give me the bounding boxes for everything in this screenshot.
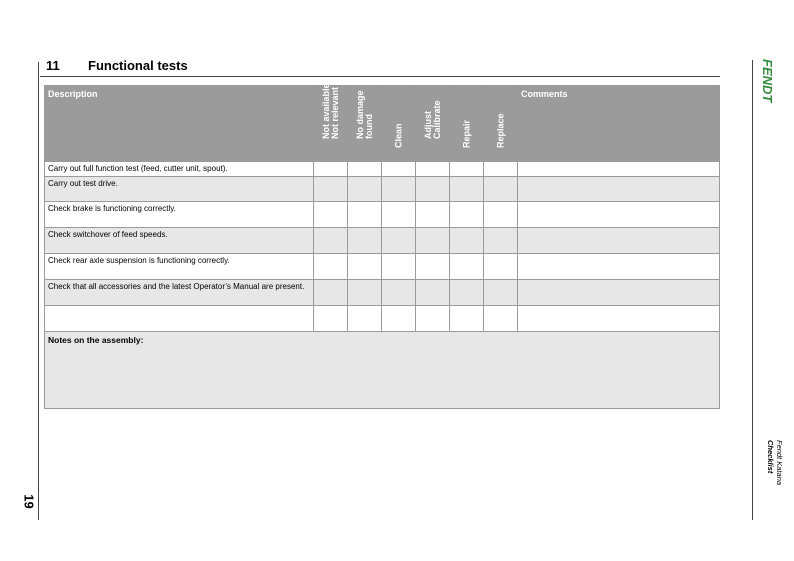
check-cell-no-damage[interactable] xyxy=(348,254,382,280)
header-repair xyxy=(450,86,484,162)
check-cell-replace[interactable] xyxy=(484,254,518,280)
page-number: 19 xyxy=(21,494,37,509)
check-cell-repair[interactable] xyxy=(450,280,484,306)
comment-cell[interactable] xyxy=(518,162,720,177)
comment-cell[interactable] xyxy=(518,177,720,202)
check-cell-clean[interactable] xyxy=(382,162,416,177)
check-cell-replace[interactable] xyxy=(484,228,518,254)
check-cell-replace[interactable] xyxy=(484,306,518,332)
comment-cell[interactable] xyxy=(518,254,720,280)
check-cell-repair[interactable] xyxy=(450,177,484,202)
check-cell-replace[interactable] xyxy=(484,177,518,202)
header-adjust xyxy=(416,86,450,162)
table-row xyxy=(45,228,720,254)
header-not-available-label: Not available Not relevant xyxy=(320,83,340,139)
check-cell-adjust[interactable] xyxy=(416,177,450,202)
header-clean xyxy=(382,86,416,162)
header-comments: Comments xyxy=(518,86,720,162)
table-row xyxy=(45,306,720,332)
check-cell-adjust[interactable] xyxy=(416,254,450,280)
check-cell-adjust[interactable] xyxy=(416,162,450,177)
row-description: Check that all accessories and the latest Operator’s Manual are present. xyxy=(45,280,314,306)
check-cell-not-available[interactable] xyxy=(314,280,348,306)
check-cell-not-available[interactable] xyxy=(314,202,348,228)
header-adjust-label: Adjust Calibrate xyxy=(422,100,442,139)
check-cell-not-available[interactable] xyxy=(314,162,348,177)
check-cell-replace[interactable] xyxy=(484,162,518,177)
check-cell-not-available[interactable] xyxy=(314,177,348,202)
row-description: Check switchover of feed speeds. xyxy=(45,228,314,254)
table-row xyxy=(45,202,720,228)
table-row xyxy=(45,177,720,202)
section-title: Functional tests xyxy=(88,58,188,73)
notes-label[interactable]: Notes on the assembly: xyxy=(45,332,720,409)
row-description: Check rear axle suspension is functioning correctly. xyxy=(45,254,314,280)
right-margin-rule xyxy=(752,60,753,520)
left-margin-rule xyxy=(38,62,39,520)
check-cell-repair[interactable] xyxy=(450,228,484,254)
check-cell-repair[interactable] xyxy=(450,162,484,177)
section-number: 11 xyxy=(46,58,60,73)
header-no-damage xyxy=(348,86,382,162)
row-description: Carry out full function test (feed, cutter unit, spout). xyxy=(45,162,314,177)
check-cell-clean[interactable] xyxy=(382,202,416,228)
header-not-available xyxy=(314,83,348,162)
check-cell-adjust[interactable] xyxy=(416,280,450,306)
check-cell-not-available[interactable] xyxy=(314,254,348,280)
title-underline xyxy=(40,76,720,77)
check-cell-clean[interactable] xyxy=(382,280,416,306)
header-clean-label: Clean xyxy=(393,123,403,148)
comment-cell[interactable] xyxy=(518,280,720,306)
check-cell-repair[interactable] xyxy=(450,254,484,280)
check-cell-not-available[interactable] xyxy=(314,228,348,254)
row-description: Check brake is functioning correctly. xyxy=(45,202,314,228)
row-description: Carry out test drive. xyxy=(45,177,314,202)
check-cell-not-available[interactable] xyxy=(314,306,348,332)
header-replace xyxy=(484,86,518,162)
checklist-table xyxy=(44,85,720,409)
header-no-damage-label: No damage found xyxy=(354,90,374,139)
check-cell-no-damage[interactable] xyxy=(348,306,382,332)
check-cell-replace[interactable] xyxy=(484,280,518,306)
check-cell-no-damage[interactable] xyxy=(348,162,382,177)
doc-type: Checklist xyxy=(766,440,775,474)
notes-row xyxy=(45,332,720,409)
check-cell-clean[interactable] xyxy=(382,306,416,332)
table-row xyxy=(45,280,720,306)
check-cell-adjust[interactable] xyxy=(416,202,450,228)
header-repair-label: Repair xyxy=(461,119,471,148)
check-cell-no-damage[interactable] xyxy=(348,177,382,202)
check-cell-replace[interactable] xyxy=(484,202,518,228)
row-description xyxy=(45,306,314,332)
header-replace-label: Replace xyxy=(495,113,505,148)
header-description: Description xyxy=(45,86,314,162)
check-cell-adjust[interactable] xyxy=(416,306,450,332)
product-info xyxy=(766,440,784,485)
table-header-row xyxy=(45,86,720,162)
check-cell-clean[interactable] xyxy=(382,228,416,254)
check-cell-clean[interactable] xyxy=(382,177,416,202)
fendt-logo xyxy=(740,55,775,113)
comment-cell[interactable] xyxy=(518,306,720,332)
check-cell-clean[interactable] xyxy=(382,254,416,280)
check-cell-no-damage[interactable] xyxy=(348,280,382,306)
product-name: Fendt Katana xyxy=(775,440,784,486)
check-cell-repair[interactable] xyxy=(450,306,484,332)
comment-cell[interactable] xyxy=(518,202,720,228)
check-cell-repair[interactable] xyxy=(450,202,484,228)
svg-text:FENDT: FENDT xyxy=(760,59,775,103)
table-row xyxy=(45,162,720,177)
comment-cell[interactable] xyxy=(518,228,720,254)
check-cell-no-damage[interactable] xyxy=(348,228,382,254)
check-cell-adjust[interactable] xyxy=(416,228,450,254)
table-row xyxy=(45,254,720,280)
check-cell-no-damage[interactable] xyxy=(348,202,382,228)
